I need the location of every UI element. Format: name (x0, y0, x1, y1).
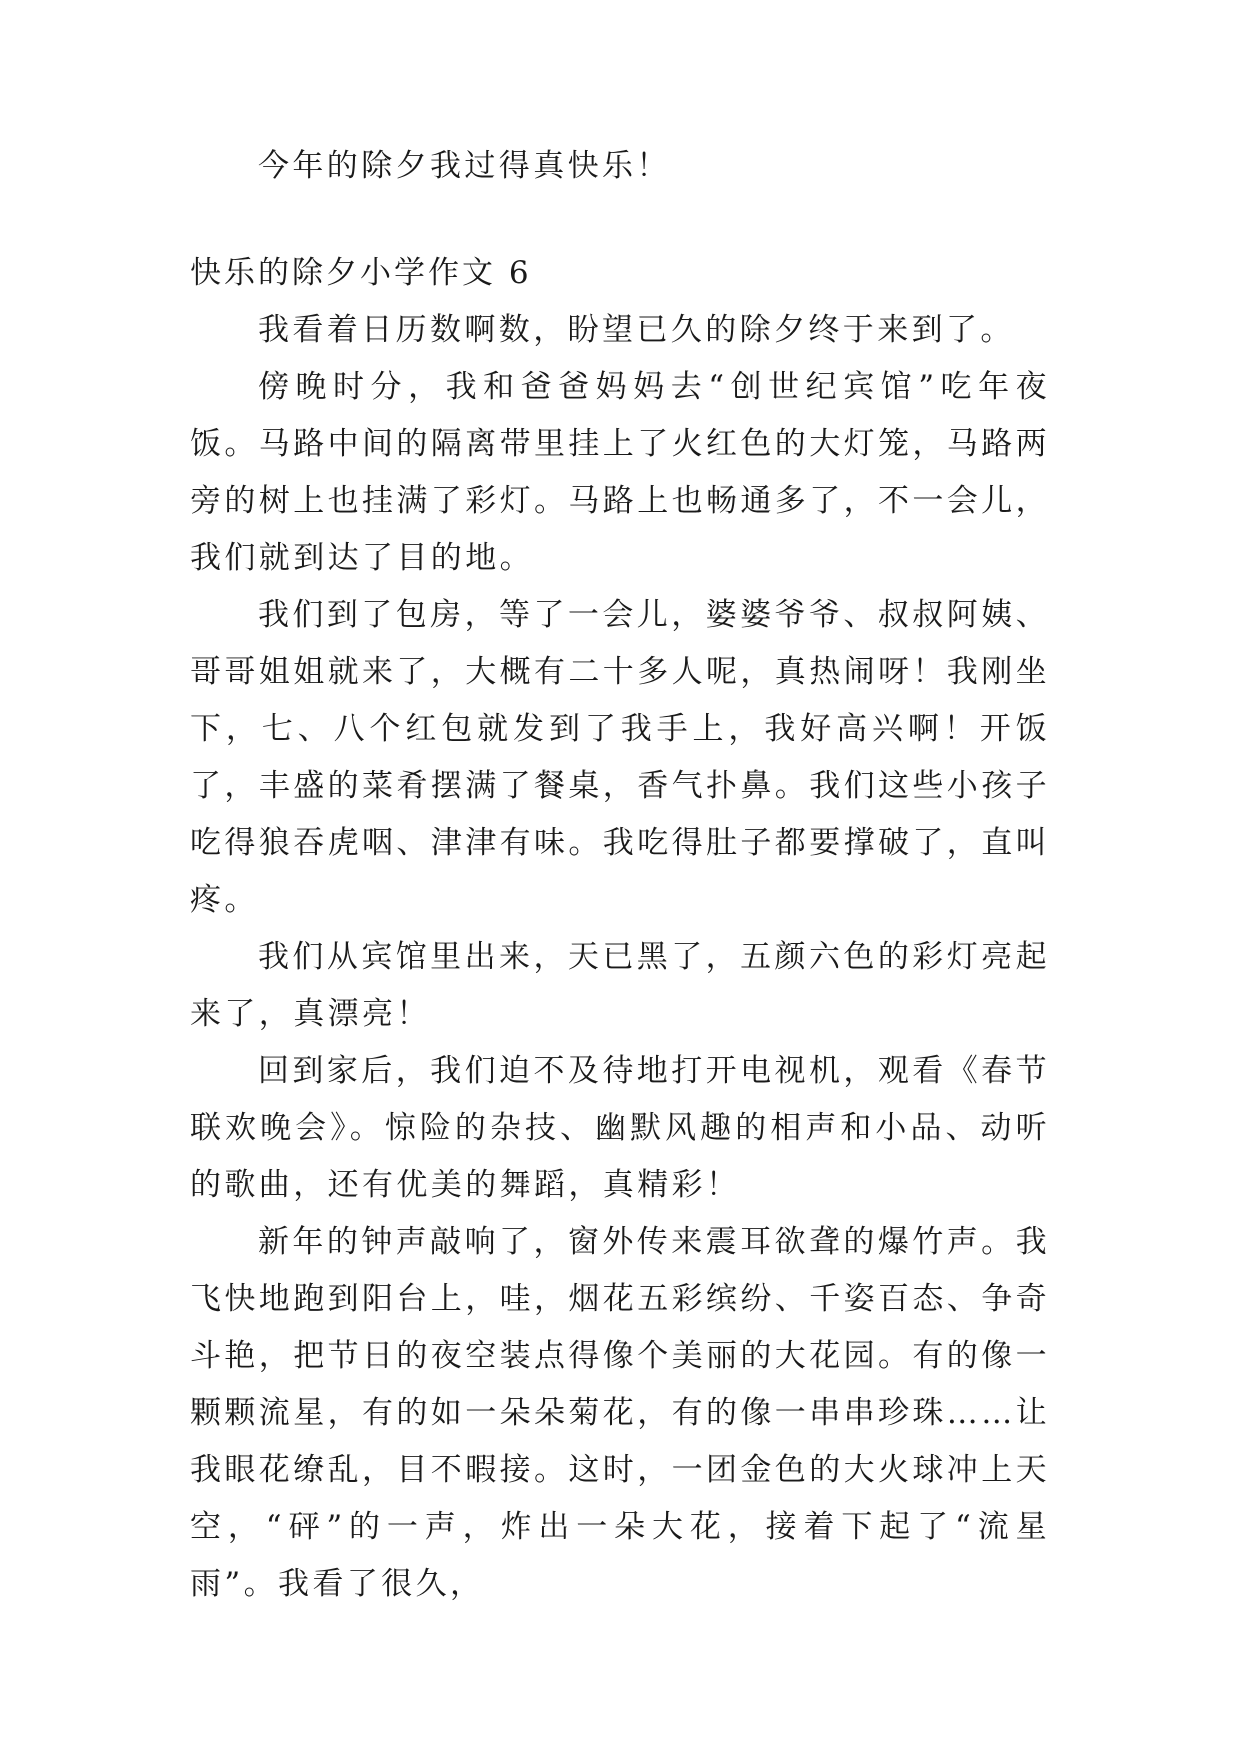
section-title: 快乐的除夕小学作文 6 (190, 255, 532, 291)
paragraph: 我们从宾馆里出来，天已黑了，五颜六色的彩灯亮起来了，真漂亮！ (190, 939, 1050, 1032)
intro-block (190, 138, 1050, 195)
intro-line: 今年的除夕我过得真快乐！ (258, 148, 671, 184)
paragraph: 回到家后，我们迫不及待地打开电视机，观看《春节联欢晚会》。惊险的杂技、幽默风趣的相声和小品、动听的歌曲，还有优美的舞蹈，真精彩！ (190, 1053, 1050, 1203)
paragraph: 我们到了包房，等了一会儿，婆婆爷爷、叔叔阿姨、哥哥姐姐就来了，大概有二十多人呢，真热闹呀！我刚坐下，七、八个红包就发到了我手上，我好高兴啊！开饭了，丰盛的菜肴摆满了餐桌，香气扑鼻。我们这些小孩子吃得狼吞虎咽、津津有味。我吃得肚子都要撑破了，直叫疼。 (190, 597, 1050, 918)
essay-body (190, 245, 1050, 1613)
paragraph: 我看着日历数啊数，盼望已久的除夕终于来到了。 (258, 312, 1015, 348)
paragraph: 傍晚时分，我和爸爸妈妈去“创世纪宾馆”吃年夜饭。马路中间的隔离带里挂上了火红色的大灯笼，马路两旁的树上也挂满了彩灯。马路上也畅通多了，不一会儿，我们就到达了目的地。 (190, 369, 1050, 576)
paragraph: 新年的钟声敲响了，窗外传来震耳欲聋的爆竹声。我飞快地跑到阳台上，哇，烟花五彩缤纷、千姿百态、争奇斗艳，把节日的夜空装点得像个美丽的大花园。有的像一颗颗流星，有的如一朵朵菊花，有的像一串串珍珠……让我眼花缭乱，目不暇接。这时，一团金色的大火球冲上天空，“砰”的一声，炸出一朵大花，接着下起了“流星雨”。我看了很久， (190, 1224, 1050, 1602)
